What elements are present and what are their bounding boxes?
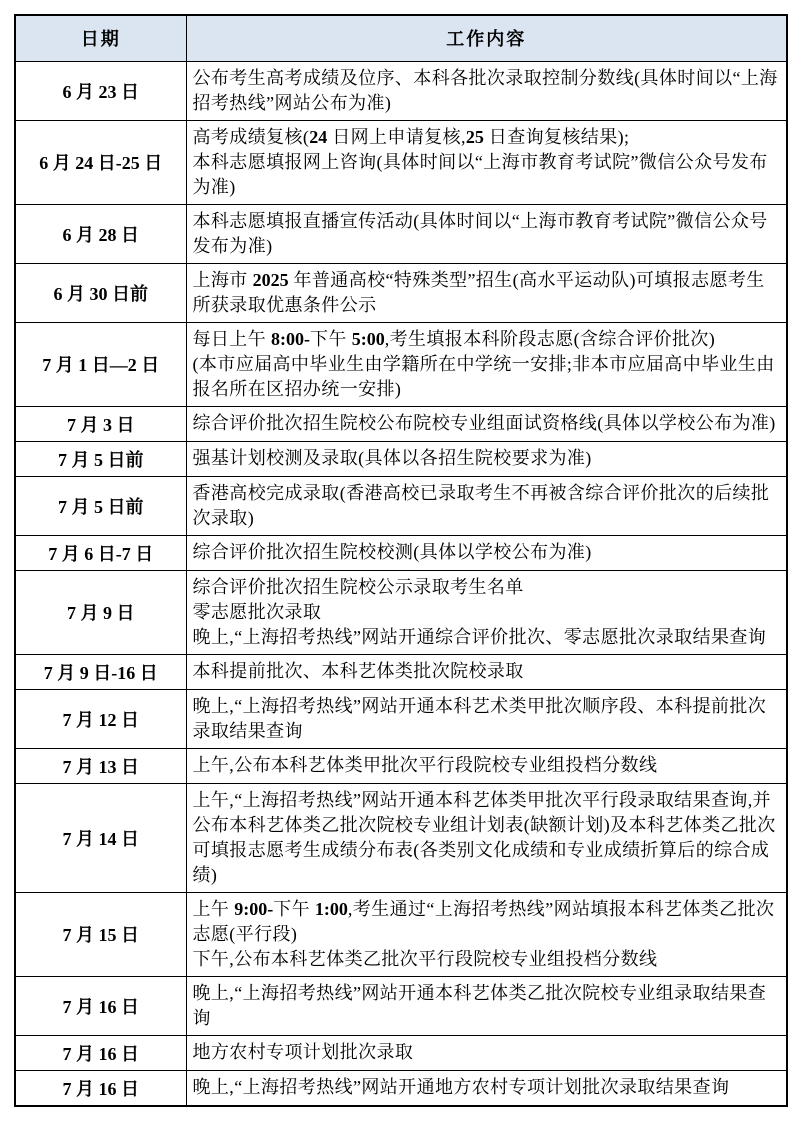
content-line: 晚上,“上海招考热线”网站开通本科艺术类甲批次顺序段、本科提前批次录取结果查询 <box>192 695 767 741</box>
content-cell <box>186 406 787 441</box>
content-cell <box>186 570 787 654</box>
schedule-table <box>14 14 788 1107</box>
content-line: 地方农村专项计划批次录取 <box>192 1042 414 1062</box>
content-line: 上午,公布本科艺体类甲批次平行段院校专业组投档分数线 <box>192 755 658 775</box>
content-cell <box>186 1035 787 1070</box>
date-cell: 7 月 5 日前 <box>15 441 186 476</box>
table-row <box>15 570 787 654</box>
date-cell: 7 月 15 日 <box>15 892 186 976</box>
table-row <box>15 1070 787 1106</box>
content-line: 上海市 2025 年普通高校“特殊类型”招生(高水平运动队)可填报志愿考生所获录取优惠条件公示 <box>192 269 765 315</box>
content-cell <box>186 654 787 689</box>
date-cell: 7 月 6 日-7 日 <box>15 535 186 570</box>
content-line: 综合评价批次招生院校校测(具体以学校公布为准) <box>192 542 592 562</box>
table-row <box>15 476 787 535</box>
content-line: 晚上,“上海招考热线”网站开通本科艺体类乙批次院校专业组录取结果查询 <box>192 982 767 1028</box>
table-row <box>15 1035 787 1070</box>
content-cell <box>186 61 787 120</box>
date-cell: 7 月 16 日 <box>15 976 186 1035</box>
table-row <box>15 748 787 783</box>
content-line: 上午 9:00-下午 1:00,考生通过“上海招考热线”网站填报本科艺体类乙批次志愿(平行段) <box>192 898 775 944</box>
table-row <box>15 783 787 892</box>
content-cell <box>186 748 787 783</box>
content-line: 本科志愿填报网上咨询(具体时间以“上海市教育考试院”微信公众号发布为准) <box>192 151 768 197</box>
content-line: 零志愿批次录取 <box>192 601 322 622</box>
content-cell <box>186 892 787 976</box>
content-cell <box>186 976 787 1035</box>
date-cell: 7 月 5 日前 <box>15 476 186 535</box>
content-cell <box>186 263 787 322</box>
table-row <box>15 654 787 689</box>
table-row <box>15 441 787 476</box>
content-line: 本科志愿填报直播宣传活动(具体时间以“上海市教育考试院”微信公众号发布为准) <box>192 210 768 256</box>
table-row <box>15 976 787 1035</box>
content-line: 晚上,“上海招考热线”网站开通综合评价批次、零志愿批次录取结果查询 <box>192 626 767 647</box>
content-line: 综合评价批次招生院校公示录取考生名单 <box>192 576 524 597</box>
table-row <box>15 689 787 748</box>
date-cell: 7 月 3 日 <box>15 406 186 441</box>
date-cell: 7 月 12 日 <box>15 689 186 748</box>
content-line: 本科提前批次、本科艺体类批次院校录取 <box>192 661 524 681</box>
content-cell <box>186 322 787 406</box>
date-cell: 7 月 9 日 <box>15 570 186 654</box>
content-line: 下午,公布本科艺体类乙批次平行段院校专业组投档分数线 <box>192 948 658 969</box>
date-cell: 7 月 16 日 <box>15 1070 186 1106</box>
content-cell <box>186 535 787 570</box>
content-line: 高考成绩复核(24 日网上申请复核,25 日查询复核结果); <box>192 126 630 147</box>
content-line: 综合评价批次招生院校公布院校专业组面试资格线(具体以学校公布为准) <box>192 413 776 433</box>
table-row <box>15 120 787 204</box>
header-cell-content: 工作内容 <box>186 15 787 61</box>
table-row <box>15 535 787 570</box>
content-line: 晚上,“上海招考热线”网站开通地方农村专项计划批次录取结果查询 <box>192 1077 730 1097</box>
content-line: 强基计划校测及录取(具体以各招生院校要求为准) <box>192 448 592 468</box>
content-line: 上午,“上海招考热线”网站开通本科艺体类甲批次平行段录取结果查询,并公布本科艺体类乙批次院校专业组计划表(缺额计划)及本科艺体类乙批次可填报志愿考生成绩分布表(各类别文化成绩和专业成绩折算后的综合成绩) <box>192 789 776 885</box>
content-line: 香港高校完成录取(香港高校已录取考生不再被含综合评价批次的后续批次录取) <box>192 482 770 528</box>
date-cell: 6 月 30 日前 <box>15 263 186 322</box>
content-cell <box>186 120 787 204</box>
date-cell: 7 月 9 日-16 日 <box>15 654 186 689</box>
content-cell <box>186 689 787 748</box>
table-row <box>15 204 787 263</box>
content-line: 公布考生高考成绩及位序、本科各批次录取控制分数线(具体时间以“上海招考热线”网站公布为准) <box>192 67 778 113</box>
table-row <box>15 263 787 322</box>
date-cell: 7 月 13 日 <box>15 748 186 783</box>
date-cell: 6 月 23 日 <box>15 61 186 120</box>
content-cell <box>186 441 787 476</box>
header-cell-date: 日期 <box>15 15 186 61</box>
date-cell: 7 月 14 日 <box>15 783 186 892</box>
content-cell <box>186 783 787 892</box>
content-line: (本市应届高中毕业生由学籍所在中学统一安排;非本市应届高中毕业生由报名所在区招办统一安排) <box>192 353 775 399</box>
date-cell: 6 月 24 日-25 日 <box>15 120 186 204</box>
content-cell <box>186 1070 787 1106</box>
content-line: 每日上午 8:00-下午 5:00,考生填报本科阶段志愿(含综合评价批次) <box>192 328 716 349</box>
header-row <box>15 15 787 61</box>
content-cell <box>186 476 787 535</box>
date-cell: 7 月 16 日 <box>15 1035 186 1070</box>
table-row <box>15 406 787 441</box>
table-row <box>15 61 787 120</box>
table-row <box>15 322 787 406</box>
content-cell <box>186 204 787 263</box>
date-cell: 6 月 28 日 <box>15 204 186 263</box>
date-cell: 7 月 1 日—2 日 <box>15 322 186 406</box>
table-row <box>15 892 787 976</box>
